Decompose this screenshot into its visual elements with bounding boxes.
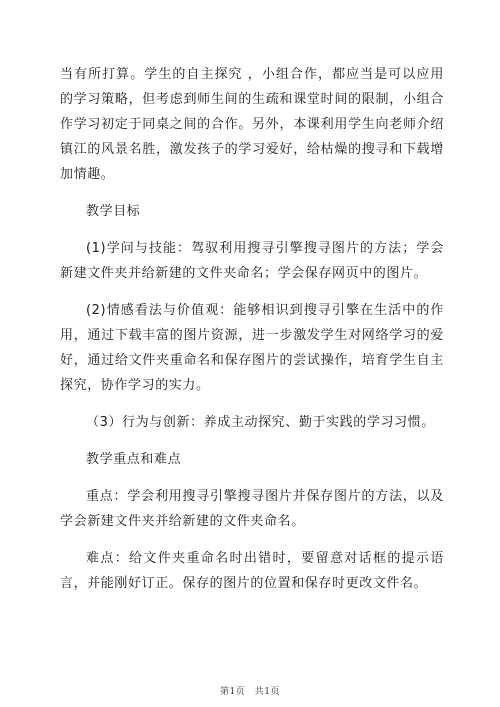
page-footer: 第1页 共1页 — [220, 687, 280, 697]
paragraph-key-point: 重点：学会利用搜寻引擎搜寻图片并保存图片的方法，以及学会新建文件夹并给新建的文件夹命名。 — [60, 489, 444, 529]
paragraph-objective-behavior: （3）行为与创新：养成主动探究、勤于实践的学习习惯。 — [86, 415, 435, 430]
paragraph-objective-knowledge: (1)学问与技能：驾驭利用搜寻引擎搜寻图片的方法；学会新建文件夹并给新建的文件夹命名；学会保存网页中的图片。 — [60, 241, 444, 281]
heading-key-points: 教学重点和难点 — [86, 452, 182, 467]
heading-teaching-objectives: 教学目标 — [86, 204, 141, 219]
paragraph-objective-attitude: (2)情感看法与价值观：能够相识到搜寻引擎在生活中的作用，通过下载丰富的图片资源，进一步激发学生对网络学习的爱好，通过给文件夹重命名和保存图片的尝试操作，培育学生自主探究，协作学习的实力。 — [60, 303, 444, 393]
paragraph-intro: 当有所打算。学生的自主探究 ，小组合作，都应当是可以应用的学习策略，但考虑到师生间的生疏和课堂时间的限制，小组合作学习初定于同桌之间的合作。另外，本课利用学生向老师介绍镇江的风景名胜，激发孩子的学习爱好，给枯燥的搜寻和下载增加情趣。 — [60, 67, 444, 182]
paragraph-difficulty: 难点：给文件夹重命名时出错时，要留意对话框的提示语言，并能刚好订正。保存的图片的位置和保存时更改文件名。 — [60, 551, 444, 591]
document-body — [60, 62, 444, 608]
